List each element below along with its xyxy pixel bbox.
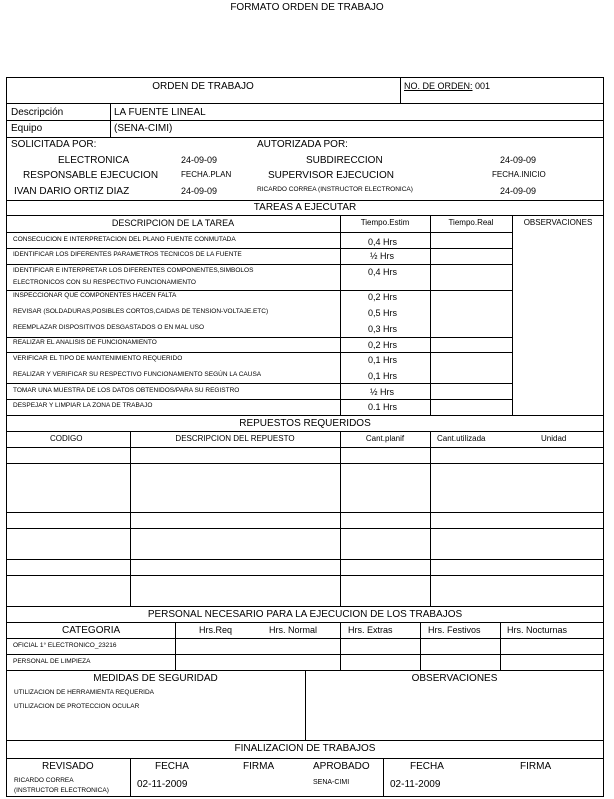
task-desc: CONSECUCION E INTERPRETACION DEL PLANO FUENTE CONMUTADA <box>13 236 236 243</box>
equipo-label: Equipo <box>11 123 43 134</box>
solicitada-area: ELECTRONICA <box>58 155 130 166</box>
task-time: 0,5 Hrs <box>368 308 398 318</box>
fecha-label-2: FECHA <box>410 761 444 772</box>
task-time: 0,1 Hrs <box>368 371 398 381</box>
supervisor-label: SUPERVISOR EJECUCION <box>268 170 394 181</box>
order-number <box>404 82 490 91</box>
order-number-label: NO. DE ORDEN: <box>404 81 473 91</box>
task-time: 0,3 Hrs <box>368 324 398 334</box>
responsable-date: 24-09-09 <box>181 186 218 196</box>
personal-col-hrs-extras: Hrs. Extras <box>348 625 393 635</box>
personal-row-2: PERSONAL DE LIMPIEZA <box>13 658 91 665</box>
page-title: FORMATO ORDEN DE TRABAJO <box>230 2 384 13</box>
responsable-label: RESPONSABLE EJECUCION <box>23 170 159 181</box>
tareas-title: TAREAS A EJECUTAR <box>253 202 357 213</box>
task-time: 0,2 Hrs <box>368 292 398 302</box>
task-desc: REALIZAR EL ANALISIS DE FUNCIONAMIENTO <box>13 339 157 346</box>
task-time: 0,4 Hrs <box>368 237 398 247</box>
aprobado-name: SENA-CIMI <box>313 779 350 786</box>
aprobado-label: APROBADO <box>313 761 370 772</box>
personal-col-hrs-festivos: Hrs. Festivos <box>428 625 481 635</box>
seguridad-item: UTILIZACION DE HERRAMIENTA REQUERIDA <box>14 689 155 696</box>
repuestos-col-codigo: CODIGO <box>50 434 83 443</box>
descripcion-value: LA FUENTE LINEAL <box>114 107 206 118</box>
autorizada-area-date: 24-09-09 <box>500 155 537 165</box>
tareas-col-desc: DESCRIPCION DE LA TAREA <box>111 218 235 228</box>
task-time: 0,2 Hrs <box>368 340 398 350</box>
task-desc: REVISAR (SOLDADURAS,POSIBLES CORTOS,CAIDAS DE TENSION-VOLTAJE.ETC) <box>13 308 269 315</box>
autorizada-label: AUTORIZADA POR: <box>257 139 348 150</box>
tareas-col-estim: Tiempo.Estim <box>360 218 410 227</box>
solicitada-label: SOLICITADA POR: <box>11 139 97 150</box>
task-desc: REALIZAR Y VERIFICAR SU RESPECTIVO FUNCIONAMIENTO SEGÚN LA CAUSA <box>13 371 262 378</box>
task-time: 0,4 Hrs <box>368 267 398 277</box>
task-desc: IDENTIFICAR LOS DIFERENTES PARAMETROS TECNICOS DE LA FUENTE <box>13 251 242 258</box>
equipo-value: (SENA-CIMI) <box>114 123 173 134</box>
task-desc: VERIFICAR EL TIPO DE MANTENIMIENTO REQUERIDO <box>13 355 183 362</box>
responsable-name: IVAN DARIO ORTIZ DIAZ <box>14 186 130 197</box>
seguridad-title: MEDIDAS DE SEGURIDAD <box>93 673 218 684</box>
personal-col-hrs-normal: Hrs. Normal <box>269 625 318 635</box>
task-desc: IDENTIFICAR E INTERPRETAR LOS DIFERENTES COMPONENTES,SIMBOLOS <box>13 267 254 274</box>
repuestos-col-unidad: Unidad <box>541 434 567 443</box>
tareas-col-obs: OBSERVACIONES <box>523 218 593 227</box>
fecha-value-1: 02-11-2009 <box>137 779 188 790</box>
task-time: ½ Hrs <box>370 387 395 397</box>
observaciones-title: OBSERVACIONES <box>411 673 498 684</box>
repuestos-col-planif: Cant.planif <box>365 434 405 443</box>
solicitada-area-date: 24-09-09 <box>181 155 218 165</box>
descripcion-label: Descripción <box>11 107 64 118</box>
personal-title: PERSONAL NECESARIO PARA LA EJECUCION DE LOS TRABAJOS <box>147 609 463 620</box>
repuestos-col-utilizada: Cant.utilizada <box>437 434 486 443</box>
fecha-plan-label: FECHA.PLAN <box>181 170 232 179</box>
personal-col-hrs-req: Hrs.Req <box>199 625 233 635</box>
supervisor-name: RICARDO CORREA (INSTRUCTOR ELECTRONICA) <box>257 186 413 193</box>
fecha-inicio-label: FECHA.INICIO <box>492 170 546 179</box>
repuestos-col-desc: DESCRIPCION DEL REPUESTO <box>175 434 295 443</box>
task-desc: REEMPLAZAR DISPOSITIVOS DESGASTADOS O EN MAL USO <box>13 324 205 331</box>
task-time: 0,1 Hrs <box>368 355 398 365</box>
firma-label-2: FIRMA <box>520 761 552 772</box>
seguridad-item: UTILIZACION DE PROTECCION OCULAR <box>14 703 140 710</box>
task-desc-line2: ELECTRONICOS CON SU RESPECTIVO FUNCIONAMIENTO <box>13 279 196 286</box>
repuestos-title: REPUESTOS REQUERIDOS <box>239 418 371 429</box>
supervisor-date: 24-09-09 <box>500 186 537 196</box>
task-time: 0.1 Hrs <box>368 402 398 412</box>
tareas-col-real: Tiempo.Real <box>448 218 494 227</box>
fecha-value-2: 02-11-2009 <box>390 779 441 790</box>
fecha-label-1: FECHA <box>155 761 189 772</box>
personal-col-categoria: CATEGORIA <box>62 625 121 636</box>
revisado-name: RICARDO CORREA <box>14 777 74 784</box>
firma-label-1: FIRMA <box>243 761 275 772</box>
task-time: ½ Hrs <box>370 251 395 261</box>
task-desc: TOMAR UNA MUESTRA DE LOS DATOS OBTENIDOS/PARA SU REGISTRO <box>13 387 240 394</box>
form-title: ORDEN DE TRABAJO <box>152 81 254 92</box>
personal-row-1: OFICIAL 1° ELECTRONICO_23216 <box>13 642 117 649</box>
revisado-label: REVISADO <box>42 761 94 772</box>
order-number-value: 001 <box>475 81 491 91</box>
revisado-role: (INSTRUCTOR ELECTRONICA) <box>14 787 109 794</box>
finalizacion-title: FINALIZACION DE TRABAJOS <box>234 743 376 754</box>
task-desc: DESPEJAR Y LIMPIAR LA ZONA DE TRABAJO <box>13 402 153 409</box>
task-desc: INSPECCIONAR QUE COMPONENTES HACEN FALTA <box>13 292 177 299</box>
autorizada-area: SUBDIRECCION <box>306 155 383 166</box>
personal-col-hrs-nocturnas: Hrs. Nocturnas <box>507 625 568 635</box>
